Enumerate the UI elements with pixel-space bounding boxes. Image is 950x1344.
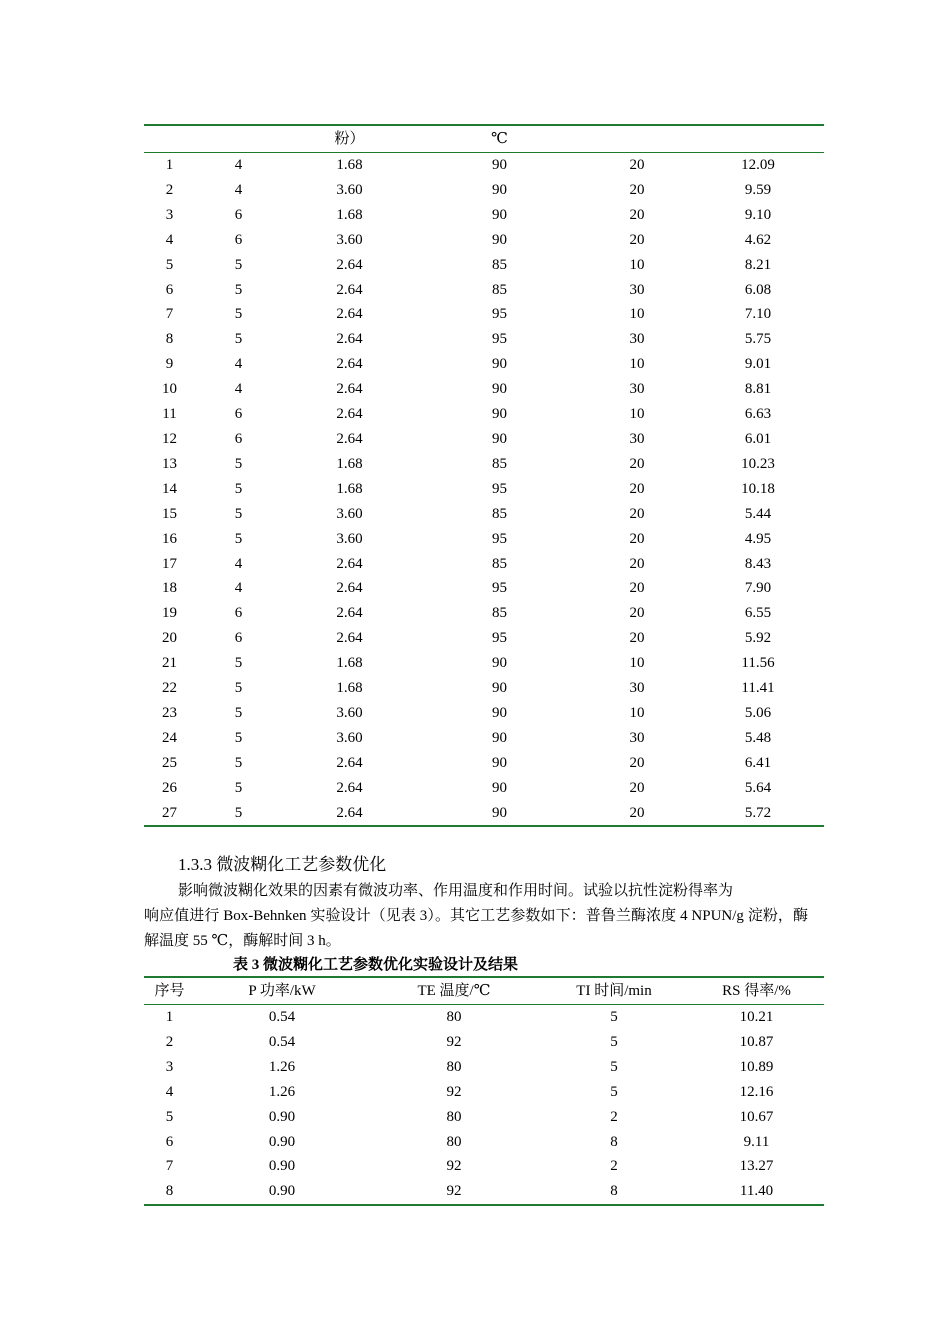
table2-cell: 5 [234, 655, 243, 672]
table2-row [144, 477, 824, 502]
table2-cell: 5.92 [744, 630, 772, 647]
table2-header-cell: ℃ [491, 131, 508, 147]
table2-cell: 4.62 [744, 231, 772, 248]
table2-row [144, 801, 824, 826]
table3-row [144, 1080, 824, 1105]
table2-cell: 20 [629, 530, 645, 547]
table2-cell: 5 [234, 704, 243, 721]
table3-header-cell: P 功率/kW [248, 983, 316, 999]
table3-cell: 1.26 [268, 1058, 296, 1075]
table2-cell: 10 [629, 306, 645, 323]
table2-cell: 8 [165, 331, 174, 348]
table2-header-cell: 粉） [334, 131, 365, 147]
table2-row [144, 726, 824, 751]
table3-cell: 1 [165, 1009, 174, 1025]
table2-cell: 90 [492, 704, 507, 721]
table3-cell: 10.87 [739, 1033, 774, 1050]
table2-cell: 6.41 [744, 754, 772, 771]
table2-cell: 5.06 [744, 704, 772, 721]
table3-cell: 92 [446, 1083, 462, 1100]
table3-cell: 11.40 [739, 1183, 774, 1200]
table2-cell: 6.63 [744, 406, 772, 423]
table2-cell: 25 [162, 754, 177, 771]
table2-cell: 10 [162, 381, 177, 398]
table2-cell: 6 [234, 630, 243, 647]
table3-cell: 5 [610, 1058, 618, 1075]
table2-cell: 20 [629, 181, 645, 198]
table3-cell: 3 [165, 1058, 174, 1075]
table2-cell: 85 [492, 505, 507, 522]
section-heading: 1.3.3 微波糊化工艺参数优化 [178, 855, 387, 874]
table3-cell: 5 [610, 1009, 618, 1025]
table2-cell: 20 [629, 754, 645, 771]
table2-cell: 24 [162, 729, 177, 746]
table2-row [144, 651, 824, 676]
table3-row [144, 1005, 824, 1030]
table2-cell: 90 [492, 430, 507, 447]
table2-cell: 20 [629, 555, 645, 572]
table3-header [144, 979, 824, 1004]
table2-cell: 90 [492, 680, 507, 697]
table3-cell: 5 [165, 1108, 174, 1125]
table3-cell: 0.54 [268, 1033, 296, 1050]
table2-cell: 90 [492, 157, 507, 173]
table2-cell: 9.01 [744, 356, 772, 373]
table3-cell: 80 [446, 1108, 462, 1125]
table2-cell: 3.60 [336, 505, 363, 522]
table2-cell: 1.68 [336, 157, 363, 173]
section-paragraph [144, 879, 808, 954]
table2-cell: 1.68 [336, 455, 363, 472]
table2-cell: 10 [629, 256, 645, 273]
table2-cell: 8.21 [744, 256, 772, 273]
table2-body [144, 153, 824, 825]
table2-cell: 2.64 [336, 804, 363, 821]
table2-cell: 85 [492, 455, 507, 472]
table2-cell: 6.01 [744, 430, 772, 447]
table2-cell: 10.23 [741, 455, 775, 472]
table2-cell: 2.64 [336, 331, 363, 348]
table2-header-cell [582, 127, 692, 152]
table2-cell: 5 [234, 281, 243, 298]
table2-cell: 20 [629, 779, 645, 796]
table2-cell: 2.64 [336, 605, 363, 622]
table2-row [144, 278, 824, 303]
table2-cell: 5.44 [744, 505, 772, 522]
table3-cell: 0.90 [268, 1158, 296, 1175]
table2-cell: 20 [629, 455, 645, 472]
table2-header-fragment [144, 127, 824, 152]
table3-cell: 7 [165, 1158, 174, 1175]
table2-cell: 95 [492, 530, 507, 547]
table3-cell: 92 [446, 1033, 462, 1050]
table3-cell: 10.67 [739, 1108, 774, 1125]
table2-row [144, 402, 824, 427]
table2-cell: 2.64 [336, 406, 363, 423]
table2-cell: 90 [492, 181, 507, 198]
table2-cell: 9.59 [744, 181, 772, 198]
table2-cell: 2.64 [336, 555, 363, 572]
table3-header-row [144, 979, 824, 1004]
table2-cell: 20 [629, 157, 645, 173]
table2-cell: 10 [629, 406, 645, 423]
table2-cell: 5 [234, 729, 243, 746]
table2-cell: 5 [234, 480, 243, 497]
table2-cell: 5.75 [744, 331, 772, 348]
table2-cell: 10 [629, 704, 645, 721]
table2-cell: 95 [492, 306, 507, 323]
table2-cell: 20 [629, 630, 645, 647]
table2-cell: 5 [234, 530, 243, 547]
table2-cell: 90 [492, 754, 507, 771]
table2-cell: 5 [234, 331, 243, 348]
table2-cell: 6 [234, 605, 243, 622]
table2-cell: 5 [234, 505, 243, 522]
table2-cell: 85 [492, 555, 507, 572]
table2-cell: 13 [162, 455, 177, 472]
table2-row [144, 527, 824, 552]
table2-cell: 20 [629, 206, 645, 223]
table2-row [144, 552, 824, 577]
table2-cell: 12.09 [741, 157, 775, 173]
table2-row [144, 676, 824, 701]
table2-cell: 1.68 [336, 480, 363, 497]
table2-top-rule [144, 124, 824, 126]
table2-cell: 5 [234, 256, 243, 273]
table2-cell: 3.60 [336, 729, 363, 746]
table2-cell: 3.60 [336, 530, 363, 547]
table2-cell: 30 [629, 331, 645, 348]
table2-cell: 90 [492, 655, 507, 672]
table2-row [144, 352, 824, 377]
table2-cell: 8.43 [744, 555, 772, 572]
table2-row [144, 452, 824, 477]
table2-cell: 4 [234, 555, 243, 572]
table3-cell: 12.16 [739, 1083, 774, 1100]
table3-cell: 13.27 [739, 1158, 774, 1175]
table3-row [144, 1030, 824, 1055]
table2-row [144, 601, 824, 626]
table2-cell: 5.64 [744, 779, 772, 796]
table2-cell: 30 [629, 381, 645, 398]
table2-cell: 90 [492, 406, 507, 423]
table2-cell: 23 [162, 704, 177, 721]
table2-cell: 2.64 [336, 430, 363, 447]
table2-bottom-rule [144, 825, 824, 827]
table2-cell: 20 [162, 630, 177, 647]
table3-header-cell: TE 温度/℃ [417, 983, 491, 999]
paragraph-line-1: 影响微波糊化效果的因素有微波功率、作用温度和作用时间。试验以抗性淀粉得率为 [178, 883, 734, 899]
table3-cell: 2 [610, 1108, 618, 1125]
table2-cell: 6 [234, 406, 243, 423]
table2-row [144, 228, 824, 253]
table2-cell: 7.90 [744, 580, 772, 597]
table2-header-cell [144, 127, 195, 152]
table2-cell: 19 [162, 605, 177, 622]
table3-cell: 92 [446, 1183, 462, 1200]
table2-row [144, 153, 824, 178]
table2-cell: 2.64 [336, 281, 363, 298]
table3-header-cell: RS 得率/% [722, 983, 791, 999]
table2-row [144, 377, 824, 402]
table3-cell: 0.90 [268, 1108, 296, 1125]
table2-cell: 6 [234, 206, 243, 223]
table2-cell: 2.64 [336, 381, 363, 398]
table2-cell: 1 [165, 157, 174, 173]
table2-cell: 85 [492, 256, 507, 273]
table2-cell: 17 [162, 555, 177, 572]
table2-cell: 2.64 [336, 580, 363, 597]
table2-cell: 18 [162, 580, 177, 597]
table2-cell: 7.10 [744, 306, 772, 323]
table2-cell: 4.95 [744, 530, 772, 547]
table2-row [144, 701, 824, 726]
table2-cell: 20 [629, 505, 645, 522]
table2-cell: 4 [234, 356, 243, 373]
table2-cell: 4 [234, 580, 243, 597]
table2-row [144, 253, 824, 278]
paragraph-rest: 响应值进行 Box-Behnken 实验设计（见表 3）。其它工艺参数如下：普鲁兰酶浓度 4 NPUN/g 淀粉，酶解温度 55 ℃，酶解时间 3 h。 [144, 908, 808, 949]
table2-cell: 16 [162, 530, 177, 547]
table2-cell: 95 [492, 580, 507, 597]
table3-row [144, 1154, 824, 1179]
table2-cell: 2 [165, 181, 174, 198]
table2-cell: 12 [162, 430, 177, 447]
table3-caption: 表 3 微波糊化工艺参数优化实验设计及结果 [233, 957, 519, 973]
table2-cell: 95 [492, 480, 507, 497]
table2-cell: 6 [165, 281, 174, 298]
table3-cell: 80 [446, 1009, 462, 1025]
table3-cell: 6 [165, 1133, 174, 1150]
table2-cell: 7 [165, 306, 174, 323]
table2-cell: 90 [492, 381, 507, 398]
table2-cell: 30 [629, 430, 645, 447]
table2-cell: 20 [629, 605, 645, 622]
table3-cell: 0.54 [268, 1009, 296, 1025]
table2-cell: 5 [234, 779, 243, 796]
table2-cell: 2.64 [336, 256, 363, 273]
table2-cell: 6 [234, 430, 243, 447]
table2-cell: 2.64 [336, 754, 363, 771]
table2-cell: 11.56 [741, 655, 775, 672]
table2-cell: 1.68 [336, 680, 363, 697]
table3-cell: 0.90 [268, 1183, 296, 1200]
table2-cell: 9.10 [744, 206, 772, 223]
table3-cell: 1.26 [268, 1083, 296, 1100]
table2-cell: 90 [492, 729, 507, 746]
table2-cell: 2.64 [336, 630, 363, 647]
table2-cell: 11.41 [741, 680, 775, 697]
table2-cell: 5 [234, 804, 243, 821]
table2-cell: 3 [165, 206, 174, 223]
table2-cell: 9 [165, 356, 174, 373]
table2-cell: 95 [492, 630, 507, 647]
table2-cell: 26 [162, 779, 177, 796]
table2-cell: 90 [492, 804, 507, 821]
table3-cell: 2 [610, 1158, 618, 1175]
table2-cell: 20 [629, 804, 645, 821]
table2-cell: 6.55 [744, 605, 772, 622]
table2-cell: 5 [165, 256, 174, 273]
table2-row [144, 302, 824, 327]
table2-cell: 90 [492, 206, 507, 223]
table2-row [144, 502, 824, 527]
table2-header-cell [692, 127, 824, 152]
table3-cell: 0.90 [268, 1133, 296, 1150]
table3-cell: 10.89 [739, 1058, 774, 1075]
table2-cell: 1.68 [336, 655, 363, 672]
table3-cell: 5 [610, 1033, 618, 1050]
table2-cell: 6.08 [744, 281, 772, 298]
table2-row [144, 776, 824, 801]
table3-cell: 2 [165, 1033, 174, 1050]
table2-row [144, 427, 824, 452]
table2-row [144, 203, 824, 228]
table2-cell: 22 [162, 680, 177, 697]
table3-bottom-rule [144, 1204, 824, 1206]
table2-cell: 5.48 [744, 729, 772, 746]
table3-header-cell: 序号 [154, 983, 185, 999]
table2-cell: 1.68 [336, 206, 363, 223]
table2-cell: 90 [492, 231, 507, 248]
table3-cell: 8 [165, 1183, 174, 1200]
table2-cell: 3.60 [336, 704, 363, 721]
table3-cell: 8 [610, 1133, 618, 1150]
table2-header-row [144, 127, 824, 152]
table3-cell: 80 [446, 1133, 462, 1150]
table2-cell: 30 [629, 281, 645, 298]
table2-cell: 5.72 [744, 804, 772, 821]
table2-cell: 5 [234, 754, 243, 771]
table2-cell: 6 [234, 231, 243, 248]
table3-cell: 9.11 [743, 1133, 770, 1150]
table2-cell: 90 [492, 779, 507, 796]
table2-cell: 11 [162, 406, 177, 423]
table2-cell: 20 [629, 231, 645, 248]
table2-cell: 21 [162, 655, 177, 672]
table2-cell: 10 [629, 655, 645, 672]
table2-cell: 30 [629, 680, 645, 697]
table2-cell: 10.18 [741, 480, 775, 497]
table2-cell: 5 [234, 680, 243, 697]
table3-cell: 10.21 [739, 1009, 774, 1025]
table3-top-rule [144, 976, 824, 978]
table3-row [144, 1179, 824, 1204]
table2-cell: 5 [234, 455, 243, 472]
table3-cell: 5 [610, 1083, 618, 1100]
table3-header-cell: TI 时间/min [576, 983, 652, 999]
table3-cell: 8 [610, 1183, 618, 1200]
table2-cell: 4 [234, 381, 243, 398]
table3-row [144, 1105, 824, 1130]
table3-body [144, 1005, 824, 1204]
table2-cell: 3.60 [336, 181, 363, 198]
table3-cell: 80 [446, 1058, 462, 1075]
table2-cell: 10 [629, 356, 645, 373]
table2-cell: 2.64 [336, 356, 363, 373]
table2-cell: 20 [629, 480, 645, 497]
table2-row [144, 576, 824, 601]
table2-cell: 30 [629, 729, 645, 746]
table2-cell: 90 [492, 356, 507, 373]
table2-row [144, 626, 824, 651]
table2-cell: 4 [234, 181, 243, 198]
table2-header-cell [195, 127, 282, 152]
table2-cell: 4 [234, 157, 243, 173]
table3-cell: 92 [446, 1158, 462, 1175]
table2-cell: 14 [162, 480, 177, 497]
table2-cell: 2.64 [336, 306, 363, 323]
table2-row [144, 327, 824, 352]
table3-row [144, 1130, 824, 1155]
table2-row [144, 178, 824, 203]
table3-cell: 4 [165, 1083, 174, 1100]
table2-cell: 85 [492, 281, 507, 298]
table2-cell: 5 [234, 306, 243, 323]
table2-row [144, 751, 824, 776]
table2-cell: 4 [165, 231, 174, 248]
table2-cell: 95 [492, 331, 507, 348]
table2-cell: 15 [162, 505, 177, 522]
table2-cell: 27 [162, 804, 177, 821]
table2-cell: 85 [492, 605, 507, 622]
table3-row [144, 1055, 824, 1080]
table2-cell: 2.64 [336, 779, 363, 796]
table2-cell: 8.81 [744, 381, 772, 398]
table2-cell: 20 [629, 580, 645, 597]
table2-cell: 3.60 [336, 231, 363, 248]
